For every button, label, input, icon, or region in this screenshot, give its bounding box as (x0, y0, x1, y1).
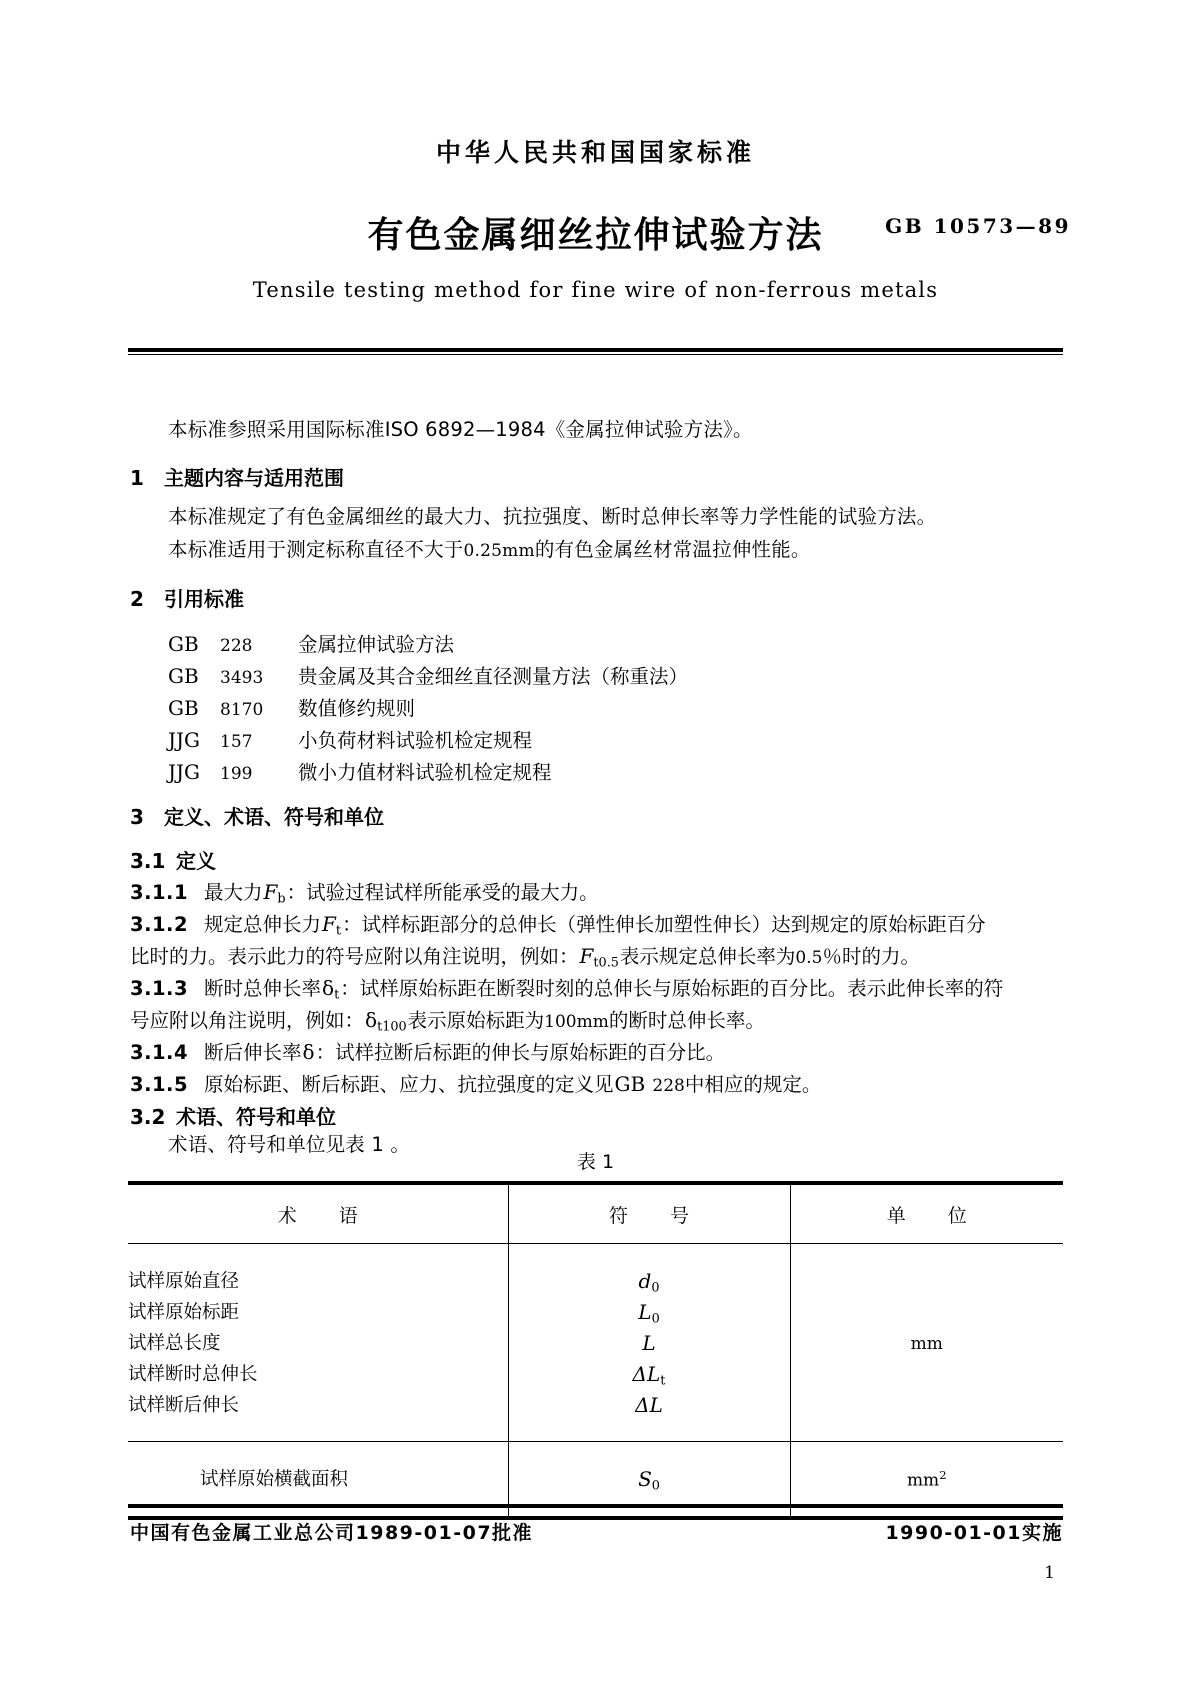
section-1-paragraph-1: 本标准规定了有色金属细丝的最大力、抗拉强度、断时总伸长率等力学性能的试验方法。 (168, 505, 937, 528)
definition-number: 3.1.2 (130, 913, 189, 936)
symbol-delta-Lt: $\Delta L_t$ (632, 1362, 666, 1389)
definition-text: 中相应的规定。 (684, 1073, 822, 1096)
reference-standard-number: 228 (652, 1076, 685, 1096)
reference-name: 微小力值材料试验机检定规程 (298, 761, 552, 784)
definition-text-cont: 号应附以角注说明，例如： (130, 1009, 365, 1032)
definition-text-cont2: 表示原始标距为 (407, 1009, 545, 1032)
definition-term: 原始标距、断后标距、应力、抗拉强度的定义见 (204, 1073, 614, 1096)
document-title-cn: 有色金属细丝拉伸试验方法 (367, 215, 824, 256)
definition-3-1-2 (130, 909, 986, 939)
section-3-2-title: 术语、符号和单位 (176, 1105, 336, 1129)
header-divider (128, 348, 1063, 355)
issuing-authority: 中华人民共和国国家标准 (435, 138, 755, 167)
definition-number: 3.1.5 (130, 1073, 189, 1096)
symbol-d0: $d_0$ (638, 1269, 660, 1296)
section-3-number: 3 (130, 805, 144, 829)
reference-standard-code: GB (614, 1072, 646, 1096)
reference-name: 贵金属及其合金细丝直径测量方法（称重法） (298, 665, 689, 688)
reference-code: GB (168, 696, 199, 720)
elongation-value: 0.5 (795, 948, 823, 968)
symbol-L0: $L_0$ (638, 1300, 660, 1327)
term-label: 试样原始直径 (128, 1271, 240, 1292)
reference-item (168, 693, 415, 721)
reference-code: JJG (168, 728, 201, 752)
column-header-unit: 单 位 (790, 1183, 1063, 1244)
section-1-heading (130, 462, 344, 491)
column-header-symbol: 符 号 (508, 1183, 790, 1244)
definition-text: ：试样原始标距在断裂时刻的总伸长与原始标距的百分比。表示此伸长率的符 (340, 977, 1004, 1000)
reference-code: JJG (168, 760, 201, 784)
term-cell-group (128, 1244, 508, 1442)
term-label: 试样断后伸长 (128, 1395, 240, 1416)
footer-divider (128, 1504, 1063, 1508)
section-3-1-title: 定义 (176, 849, 216, 873)
definition-term: 最大力 (204, 881, 263, 904)
diameter-unit: mm (502, 541, 535, 561)
symbol-L: L (642, 1331, 656, 1355)
reference-code: GB (168, 632, 199, 656)
unit-label: mm (910, 1333, 943, 1354)
definition-number: 3.1.1 (130, 881, 189, 904)
term-label: 试样断时总伸长 (128, 1364, 258, 1385)
section-2-heading (130, 583, 244, 612)
table-row-group-mm (128, 1244, 1063, 1442)
symbol-S0: $S_0$ (638, 1466, 660, 1494)
symbol-delta-t100: $\delta_{t100}$ (365, 1008, 407, 1035)
term-label: 试样原始标距 (128, 1302, 240, 1323)
section-3-2-number: 3.2 (130, 1105, 166, 1129)
column-header-term: 术 语 (128, 1183, 508, 1244)
section-3-title: 定义、术语、符号和单位 (164, 805, 384, 829)
reference-item (168, 661, 688, 689)
definition-text-cont3: 的断时总伸长率。 (608, 1009, 765, 1032)
section-3-heading (130, 801, 384, 830)
document-title-en: Tensile testing method for fine wire of non-ferrous metals (252, 278, 939, 302)
definition-text-cont3: ％时的力。 (822, 945, 920, 968)
diameter-value: 0.25 (463, 541, 503, 561)
gauge-length-unit: mm (576, 1012, 609, 1032)
definition-3-1-3-continued (130, 1005, 765, 1035)
section-3-1-number: 3.1 (130, 849, 166, 873)
intro-paragraph: 本标准参照采用国际标准ISO 6892—1984《金属拉伸试验方法》。 (168, 418, 753, 441)
symbol-cell-group (508, 1244, 790, 1442)
symbol-F-t05: $F_{t0.5}$ (579, 944, 619, 971)
definition-term: 断时总伸长率 (204, 977, 322, 1000)
definition-number: 3.1.3 (130, 977, 189, 1000)
reference-number: 3493 (220, 668, 264, 688)
footer-effective-date: 1990-01-01实施 (885, 1522, 1063, 1544)
section-2-title: 引用标准 (164, 587, 244, 611)
definition-3-1-1 (130, 877, 599, 907)
definition-text-cont2: 表示规定总伸长率为 (619, 945, 796, 968)
section-1-title: 主题内容与适用范围 (164, 466, 344, 490)
reference-name: 小负荷材料试验机检定规程 (298, 729, 533, 752)
reference-item (168, 725, 532, 753)
section-1-paragraph-2: 本标准适用于测定标称直径不大于0.25mm的有色金属丝材常温拉伸性能。 (168, 538, 811, 561)
definition-text: ：试验过程试样所能承受的最大力。 (286, 881, 599, 904)
symbol-delta-L: ΔL (635, 1393, 663, 1417)
reference-name: 数值修约规则 (298, 697, 416, 720)
reference-number: 199 (220, 764, 253, 784)
unit-exponent: 2 (939, 1467, 947, 1482)
section-1-number: 1 (130, 466, 144, 490)
table-caption: 表 1 (576, 1151, 615, 1173)
definition-number: 3.1.4 (130, 1041, 189, 1064)
symbol-delta-t: $\delta_t$ (322, 976, 340, 1003)
table-header-row (128, 1183, 1063, 1244)
unit-cell-mm (790, 1244, 1063, 1442)
definition-term: 断后伸长率 (204, 1041, 302, 1064)
standard-number: GB 10573—89 (885, 214, 1071, 238)
term-label: 试样原始横截面积 (200, 1468, 349, 1490)
reference-name: 金属拉伸试验方法 (298, 633, 455, 656)
reference-item (168, 629, 454, 657)
reference-number: 228 (220, 636, 253, 656)
definition-3-1-3 (130, 973, 1003, 1003)
terms-symbols-units-table (128, 1181, 1063, 1520)
section-3-1-heading (130, 845, 216, 874)
reference-number: 157 (220, 732, 253, 752)
definition-text-cont: 比时的力。表示此力的符号应附以角注说明，例如： (130, 945, 579, 968)
gauge-length-value: 100 (544, 1012, 577, 1032)
section-2-number: 2 (130, 587, 144, 611)
definition-3-1-4 (130, 1037, 725, 1065)
definition-3-1-5 (130, 1069, 821, 1097)
symbol-F-b: $F_b$ (263, 880, 286, 907)
section-3-2-heading (130, 1101, 336, 1130)
reference-number: 8170 (220, 700, 264, 720)
section-3-2-paragraph: 术语、符号和单位见表 1 。 (168, 1133, 411, 1156)
symbol-delta: δ (302, 1040, 315, 1064)
reference-item (168, 757, 552, 785)
definition-3-1-2-continued (130, 941, 920, 971)
definition-text: ：试样标距部分的总伸长（弹性伸长加塑性伸长）达到规定的原始标距百分 (342, 913, 986, 936)
unit-label: mm (906, 1470, 940, 1491)
symbol-F-t: $F_t$ (322, 912, 342, 939)
definition-term: 规定总伸长力 (204, 913, 322, 936)
definition-text: ：试样拉断后标距的伸长与原始标距的百分比。 (315, 1041, 726, 1064)
page-number: 1 (1044, 1563, 1055, 1583)
term-label: 试样总长度 (128, 1333, 221, 1354)
footer-approval: 中国有色金属工业总公司1989-01-07批准 (130, 1522, 534, 1544)
reference-code: GB (168, 664, 199, 688)
